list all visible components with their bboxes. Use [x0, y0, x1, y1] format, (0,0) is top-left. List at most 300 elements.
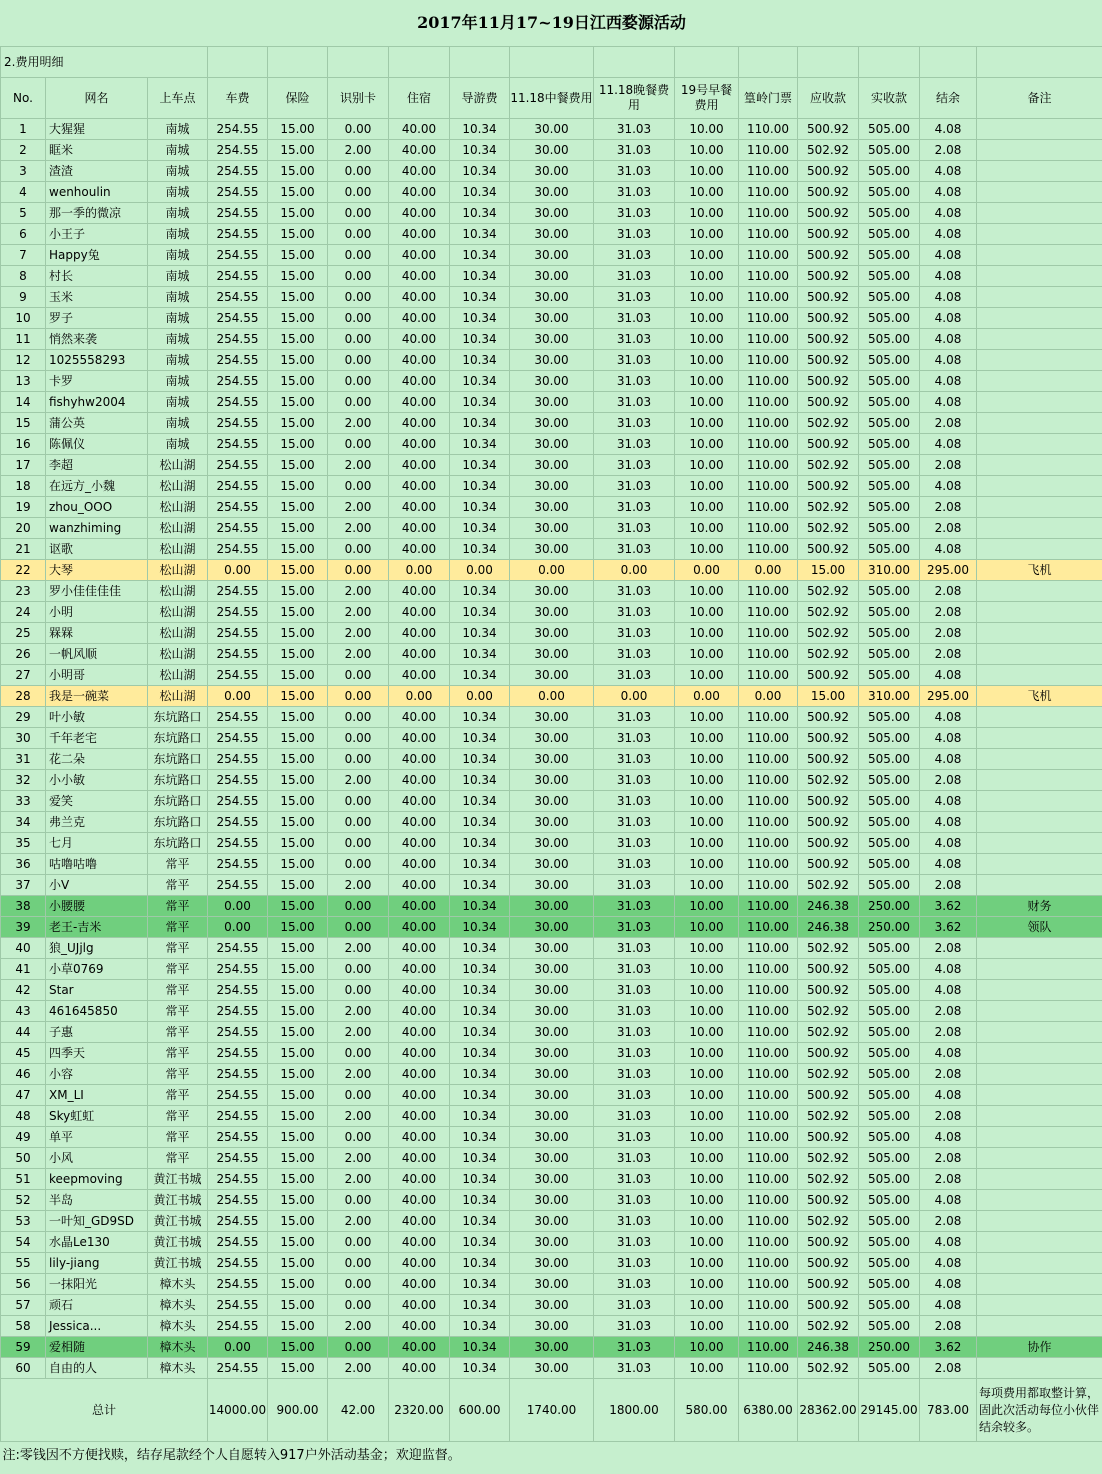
cell-row-number: 32 — [1, 770, 46, 791]
cell-dinner-fee: 31.03 — [594, 581, 675, 602]
cell-dinner-fee: 31.03 — [594, 728, 675, 749]
cell-id-card: 0.00 — [328, 665, 389, 686]
cell-id-card: 0.00 — [328, 434, 389, 455]
cell-breakfast-fee: 10.00 — [675, 518, 739, 539]
cell-breakfast-fee: 10.00 — [675, 665, 739, 686]
cell-fare: 254.55 — [208, 1316, 268, 1337]
cell-id-card: 0.00 — [328, 1043, 389, 1064]
cell-fare: 254.55 — [208, 119, 268, 140]
cell-lunch-fee: 30.00 — [510, 812, 594, 833]
table-row — [1, 686, 1102, 707]
cell-receivable: 15.00 — [798, 560, 859, 581]
cell-pickup-point: 常平 — [148, 1085, 208, 1106]
cell-guide-fee: 10.34 — [450, 875, 510, 896]
cell-insurance: 15.00 — [268, 1169, 328, 1190]
cell-dinner-fee: 31.03 — [594, 476, 675, 497]
cell-balance: 2.08 — [920, 644, 977, 665]
cell-receivable: 502.92 — [798, 1211, 859, 1232]
cell-receivable: 502.92 — [798, 875, 859, 896]
cell-insurance: 15.00 — [268, 224, 328, 245]
cell-breakfast-fee: 10.00 — [675, 266, 739, 287]
cell-dinner-fee: 31.03 — [594, 1295, 675, 1316]
cell-remark — [977, 1022, 1102, 1043]
cell-fare: 254.55 — [208, 497, 268, 518]
cell-received: 505.00 — [859, 770, 920, 791]
cell-lodging: 40.00 — [389, 581, 450, 602]
cell-insurance: 15.00 — [268, 1064, 328, 1085]
cell-balance: 4.08 — [920, 980, 977, 1001]
cell-guide-fee: 10.34 — [450, 1253, 510, 1274]
cell-receivable: 500.92 — [798, 476, 859, 497]
cell-guide-fee: 10.34 — [450, 728, 510, 749]
cell-fare: 254.55 — [208, 623, 268, 644]
cell-lodging: 40.00 — [389, 1001, 450, 1022]
cell-id-card: 2.00 — [328, 497, 389, 518]
cell-pickup-point: 东坑路口 — [148, 749, 208, 770]
cell-nickname: 一抹阳光 — [46, 1274, 148, 1295]
cell-guide-fee: 10.34 — [450, 917, 510, 938]
cell-received: 505.00 — [859, 1169, 920, 1190]
table-row — [1, 1211, 1102, 1232]
cell-guide-fee: 10.34 — [450, 749, 510, 770]
cell-received: 505.00 — [859, 455, 920, 476]
cell-received: 505.00 — [859, 140, 920, 161]
total-ticket: 6380.00 — [739, 1379, 798, 1442]
cell-lunch-fee: 30.00 — [510, 476, 594, 497]
cell-dinner-fee: 31.03 — [594, 392, 675, 413]
cell-insurance: 15.00 — [268, 875, 328, 896]
cell-remark: 协作 — [977, 1337, 1102, 1358]
cell-receivable: 500.92 — [798, 854, 859, 875]
cell-insurance: 15.00 — [268, 455, 328, 476]
total-breakfast-fee: 580.00 — [675, 1379, 739, 1442]
cell-remark — [977, 497, 1102, 518]
cell-id-card: 2.00 — [328, 140, 389, 161]
cell-pickup-point: 松山湖 — [148, 623, 208, 644]
header-remark: 备注 — [977, 78, 1102, 119]
total-row — [1, 1379, 1102, 1442]
cell-fare: 254.55 — [208, 707, 268, 728]
cell-id-card: 0.00 — [328, 371, 389, 392]
cell-received: 505.00 — [859, 602, 920, 623]
cell-balance: 4.08 — [920, 203, 977, 224]
cell-id-card: 0.00 — [328, 287, 389, 308]
cell-guide-fee: 10.34 — [450, 1274, 510, 1295]
cell-receivable: 502.92 — [798, 1169, 859, 1190]
cell-dinner-fee: 31.03 — [594, 1190, 675, 1211]
cell-insurance: 15.00 — [268, 833, 328, 854]
table-row — [1, 182, 1102, 203]
cell-row-number: 20 — [1, 518, 46, 539]
table-row — [1, 1190, 1102, 1211]
cell-row-number: 5 — [1, 203, 46, 224]
cell-lodging: 40.00 — [389, 1064, 450, 1085]
cell-remark — [977, 959, 1102, 980]
cell-pickup-point: 松山湖 — [148, 602, 208, 623]
cell-balance: 4.08 — [920, 1274, 977, 1295]
cell-receivable: 502.92 — [798, 1001, 859, 1022]
cell-fare: 254.55 — [208, 266, 268, 287]
cell-ticket: 110.00 — [739, 854, 798, 875]
cell-balance: 3.62 — [920, 917, 977, 938]
cell-insurance: 15.00 — [268, 854, 328, 875]
cell-ticket: 110.00 — [739, 371, 798, 392]
table-row — [1, 791, 1102, 812]
cell-ticket: 110.00 — [739, 350, 798, 371]
table-row — [1, 770, 1102, 791]
cell-lunch-fee: 30.00 — [510, 245, 594, 266]
cell-nickname: 讴歌 — [46, 539, 148, 560]
cell-balance: 2.08 — [920, 938, 977, 959]
cell-nickname: 卡罗 — [46, 371, 148, 392]
cell-row-number: 13 — [1, 371, 46, 392]
cell-ticket: 110.00 — [739, 1106, 798, 1127]
cell-breakfast-fee: 0.00 — [675, 560, 739, 581]
cell-guide-fee: 10.34 — [450, 791, 510, 812]
total-note: 每项费用都取整计算，固此次活动每位小伙伴结余较多。 — [977, 1379, 1102, 1442]
header-insurance: 保险 — [268, 78, 328, 119]
cell-balance: 4.08 — [920, 728, 977, 749]
cell-lodging: 40.00 — [389, 476, 450, 497]
cell-dinner-fee: 31.03 — [594, 119, 675, 140]
cell-fare: 254.55 — [208, 770, 268, 791]
cell-insurance: 15.00 — [268, 1211, 328, 1232]
cell-receivable: 500.92 — [798, 959, 859, 980]
cell-ticket: 110.00 — [739, 539, 798, 560]
cell-received: 505.00 — [859, 749, 920, 770]
cell-id-card: 2.00 — [328, 770, 389, 791]
cell-dinner-fee: 31.03 — [594, 1106, 675, 1127]
cell-lunch-fee: 30.00 — [510, 1358, 594, 1379]
cell-lodging: 40.00 — [389, 602, 450, 623]
cell-received: 505.00 — [859, 245, 920, 266]
cell-lunch-fee: 30.00 — [510, 161, 594, 182]
cell-balance: 4.08 — [920, 350, 977, 371]
cell-lunch-fee: 30.00 — [510, 959, 594, 980]
table-row — [1, 1358, 1102, 1379]
cell-ticket: 110.00 — [739, 1316, 798, 1337]
cell-received: 505.00 — [859, 875, 920, 896]
cell-balance: 2.08 — [920, 1022, 977, 1043]
cell-ticket: 110.00 — [739, 959, 798, 980]
cell-received: 505.00 — [859, 581, 920, 602]
cell-pickup-point: 松山湖 — [148, 455, 208, 476]
cell-remark — [977, 350, 1102, 371]
cell-lunch-fee: 30.00 — [510, 1253, 594, 1274]
cell-receivable: 500.92 — [798, 266, 859, 287]
table-row — [1, 980, 1102, 1001]
cell-id-card: 0.00 — [328, 959, 389, 980]
cell-insurance: 15.00 — [268, 1295, 328, 1316]
cell-row-number: 26 — [1, 644, 46, 665]
cell-breakfast-fee: 10.00 — [675, 875, 739, 896]
table-row — [1, 287, 1102, 308]
header-breakfast-fee: 19号早餐费用 — [675, 78, 739, 119]
cell-received: 505.00 — [859, 833, 920, 854]
cell-remark — [977, 581, 1102, 602]
cell-insurance: 15.00 — [268, 203, 328, 224]
cell-fare: 254.55 — [208, 1106, 268, 1127]
cell-fare: 254.55 — [208, 140, 268, 161]
cell-dinner-fee: 31.03 — [594, 1127, 675, 1148]
cell-insurance: 15.00 — [268, 707, 328, 728]
cell-received: 505.00 — [859, 182, 920, 203]
cell-insurance: 15.00 — [268, 959, 328, 980]
cell-ticket: 110.00 — [739, 707, 798, 728]
cell-lodging: 40.00 — [389, 896, 450, 917]
cell-id-card: 0.00 — [328, 245, 389, 266]
cell-fare: 0.00 — [208, 560, 268, 581]
table-row — [1, 140, 1102, 161]
cell-guide-fee: 10.34 — [450, 1295, 510, 1316]
cell-guide-fee: 10.34 — [450, 1337, 510, 1358]
cell-pickup-point: 黄江书城 — [148, 1190, 208, 1211]
cell-received: 310.00 — [859, 560, 920, 581]
cell-dinner-fee: 31.03 — [594, 350, 675, 371]
cell-guide-fee: 10.34 — [450, 770, 510, 791]
cell-nickname: 小容 — [46, 1064, 148, 1085]
header-guide-fee: 导游费 — [450, 78, 510, 119]
total-lodging: 2320.00 — [389, 1379, 450, 1442]
cell-dinner-fee: 31.03 — [594, 1337, 675, 1358]
cell-guide-fee: 0.00 — [450, 560, 510, 581]
cell-breakfast-fee: 10.00 — [675, 1337, 739, 1358]
cell-dinner-fee: 31.03 — [594, 1274, 675, 1295]
cell-breakfast-fee: 10.00 — [675, 455, 739, 476]
cell-id-card: 2.00 — [328, 455, 389, 476]
cell-id-card: 2.00 — [328, 518, 389, 539]
table-row — [1, 1085, 1102, 1106]
cell-nickname: 爱相随 — [46, 1337, 148, 1358]
table-row — [1, 1043, 1102, 1064]
cell-row-number: 38 — [1, 896, 46, 917]
header-lunch-fee: 11.18中餐费用 — [510, 78, 594, 119]
cell-lunch-fee: 30.00 — [510, 581, 594, 602]
cell-received: 505.00 — [859, 623, 920, 644]
table-row — [1, 917, 1102, 938]
cell-id-card: 2.00 — [328, 1148, 389, 1169]
cell-lunch-fee: 30.00 — [510, 833, 594, 854]
cell-id-card: 0.00 — [328, 1295, 389, 1316]
cell-received: 505.00 — [859, 392, 920, 413]
table-row — [1, 1316, 1102, 1337]
cell-breakfast-fee: 10.00 — [675, 791, 739, 812]
cell-lunch-fee: 30.00 — [510, 1127, 594, 1148]
cell-received: 505.00 — [859, 308, 920, 329]
cell-guide-fee: 10.34 — [450, 833, 510, 854]
cell-balance: 4.08 — [920, 959, 977, 980]
table-row — [1, 1148, 1102, 1169]
cell-lodging: 40.00 — [389, 917, 450, 938]
cell-row-number: 41 — [1, 959, 46, 980]
cell-lunch-fee: 30.00 — [510, 1064, 594, 1085]
table-row — [1, 1253, 1102, 1274]
cell-remark — [977, 476, 1102, 497]
cell-received: 505.00 — [859, 224, 920, 245]
cell-remark — [977, 413, 1102, 434]
title-row — [1, 0, 1102, 47]
table-row — [1, 497, 1102, 518]
cell-id-card: 2.00 — [328, 581, 389, 602]
cell-dinner-fee: 31.03 — [594, 182, 675, 203]
cell-insurance: 15.00 — [268, 812, 328, 833]
cell-dinner-fee: 31.03 — [594, 749, 675, 770]
table-row — [1, 1169, 1102, 1190]
cell-received: 505.00 — [859, 1274, 920, 1295]
cell-fare: 254.55 — [208, 791, 268, 812]
cell-nickname: 李超 — [46, 455, 148, 476]
cell-pickup-point: 南城 — [148, 371, 208, 392]
cell-lodging: 40.00 — [389, 266, 450, 287]
cell-remark: 飞机 — [977, 560, 1102, 581]
cell-insurance: 15.00 — [268, 623, 328, 644]
cell-remark — [977, 791, 1102, 812]
cell-lodging: 40.00 — [389, 707, 450, 728]
cell-insurance: 15.00 — [268, 476, 328, 497]
table-row — [1, 350, 1102, 371]
cell-fare: 254.55 — [208, 392, 268, 413]
cell-received: 505.00 — [859, 707, 920, 728]
cell-row-number: 46 — [1, 1064, 46, 1085]
cell-remark: 领队 — [977, 917, 1102, 938]
cell-remark — [977, 770, 1102, 791]
cell-breakfast-fee: 10.00 — [675, 938, 739, 959]
table-row — [1, 1106, 1102, 1127]
cell-id-card: 0.00 — [328, 476, 389, 497]
cell-id-card: 0.00 — [328, 1232, 389, 1253]
cell-lodging: 40.00 — [389, 539, 450, 560]
cell-nickname: 我是一碗菜 — [46, 686, 148, 707]
cell-nickname: Jessica... — [46, 1316, 148, 1337]
cell-guide-fee: 10.34 — [450, 1043, 510, 1064]
cell-dinner-fee: 31.03 — [594, 203, 675, 224]
cell-lunch-fee: 30.00 — [510, 392, 594, 413]
cell-receivable: 500.92 — [798, 728, 859, 749]
cell-receivable: 500.92 — [798, 434, 859, 455]
cell-remark — [977, 1043, 1102, 1064]
cell-lunch-fee: 30.00 — [510, 182, 594, 203]
cell-lodging: 40.00 — [389, 1232, 450, 1253]
cell-fare: 254.55 — [208, 1148, 268, 1169]
cell-pickup-point: 黄江书城 — [148, 1169, 208, 1190]
cell-dinner-fee: 31.03 — [594, 1358, 675, 1379]
cell-lunch-fee: 30.00 — [510, 308, 594, 329]
cell-receivable: 502.92 — [798, 938, 859, 959]
cell-fare: 254.55 — [208, 602, 268, 623]
cell-lodging: 40.00 — [389, 350, 450, 371]
cell-fare: 254.55 — [208, 1022, 268, 1043]
cell-guide-fee: 10.34 — [450, 1316, 510, 1337]
cell-remark — [977, 938, 1102, 959]
cell-receivable: 500.92 — [798, 245, 859, 266]
cell-breakfast-fee: 10.00 — [675, 602, 739, 623]
cell-insurance: 15.00 — [268, 560, 328, 581]
cell-dinner-fee: 31.03 — [594, 329, 675, 350]
cell-lodging: 40.00 — [389, 833, 450, 854]
cell-lunch-fee: 30.00 — [510, 1295, 594, 1316]
cell-guide-fee: 10.34 — [450, 980, 510, 1001]
cell-remark — [977, 644, 1102, 665]
cell-guide-fee: 10.34 — [450, 140, 510, 161]
cell-id-card: 2.00 — [328, 938, 389, 959]
cell-guide-fee: 10.34 — [450, 623, 510, 644]
cell-dinner-fee: 31.03 — [594, 917, 675, 938]
cell-guide-fee: 10.34 — [450, 161, 510, 182]
cell-received: 505.00 — [859, 1022, 920, 1043]
cell-lodging: 40.00 — [389, 308, 450, 329]
cell-remark — [977, 728, 1102, 749]
cell-balance: 4.08 — [920, 812, 977, 833]
table-row — [1, 203, 1102, 224]
cell-row-number: 58 — [1, 1316, 46, 1337]
cell-lunch-fee: 30.00 — [510, 854, 594, 875]
cell-dinner-fee: 31.03 — [594, 1148, 675, 1169]
cell-ticket: 110.00 — [739, 896, 798, 917]
cell-receivable: 502.92 — [798, 602, 859, 623]
cell-ticket: 110.00 — [739, 1190, 798, 1211]
cell-receivable: 502.92 — [798, 518, 859, 539]
cell-dinner-fee: 31.03 — [594, 623, 675, 644]
cell-fare: 254.55 — [208, 728, 268, 749]
cell-received: 505.00 — [859, 1127, 920, 1148]
cell-lodging: 40.00 — [389, 1127, 450, 1148]
cell-row-number: 9 — [1, 287, 46, 308]
cell-pickup-point: 常平 — [148, 917, 208, 938]
cell-nickname: 大琴 — [46, 560, 148, 581]
cell-lodging: 40.00 — [389, 875, 450, 896]
cell-received: 505.00 — [859, 518, 920, 539]
cell-dinner-fee: 31.03 — [594, 959, 675, 980]
cell-remark — [977, 1253, 1102, 1274]
header-row — [1, 78, 1102, 119]
cell-row-number: 19 — [1, 497, 46, 518]
cell-id-card: 0.00 — [328, 1190, 389, 1211]
cell-remark — [977, 308, 1102, 329]
cell-pickup-point: 松山湖 — [148, 560, 208, 581]
cell-receivable: 246.38 — [798, 1337, 859, 1358]
cell-ticket: 110.00 — [739, 980, 798, 1001]
cell-row-number: 42 — [1, 980, 46, 1001]
cell-breakfast-fee: 10.00 — [675, 245, 739, 266]
cell-insurance: 15.00 — [268, 1337, 328, 1358]
cell-guide-fee: 10.34 — [450, 1190, 510, 1211]
cell-guide-fee: 10.34 — [450, 350, 510, 371]
table-row — [1, 707, 1102, 728]
cell-nickname: 顽石 — [46, 1295, 148, 1316]
cell-pickup-point: 南城 — [148, 161, 208, 182]
cell-lodging: 40.00 — [389, 371, 450, 392]
cell-pickup-point: 常平 — [148, 875, 208, 896]
cell-guide-fee: 10.34 — [450, 581, 510, 602]
cell-nickname: 自由的人 — [46, 1358, 148, 1379]
cell-ticket: 110.00 — [739, 938, 798, 959]
cell-id-card: 0.00 — [328, 119, 389, 140]
cell-ticket: 110.00 — [739, 434, 798, 455]
cell-dinner-fee: 31.03 — [594, 1211, 675, 1232]
cell-pickup-point: 松山湖 — [148, 539, 208, 560]
cell-pickup-point: 南城 — [148, 266, 208, 287]
cell-guide-fee: 10.34 — [450, 1022, 510, 1043]
cell-pickup-point: 东坑路口 — [148, 728, 208, 749]
cell-remark — [977, 980, 1102, 1001]
cell-ticket: 110.00 — [739, 161, 798, 182]
cell-id-card: 0.00 — [328, 833, 389, 854]
cell-row-number: 50 — [1, 1148, 46, 1169]
cell-guide-fee: 10.34 — [450, 812, 510, 833]
cell-id-card: 2.00 — [328, 1358, 389, 1379]
cell-receivable: 502.92 — [798, 455, 859, 476]
table-row — [1, 623, 1102, 644]
